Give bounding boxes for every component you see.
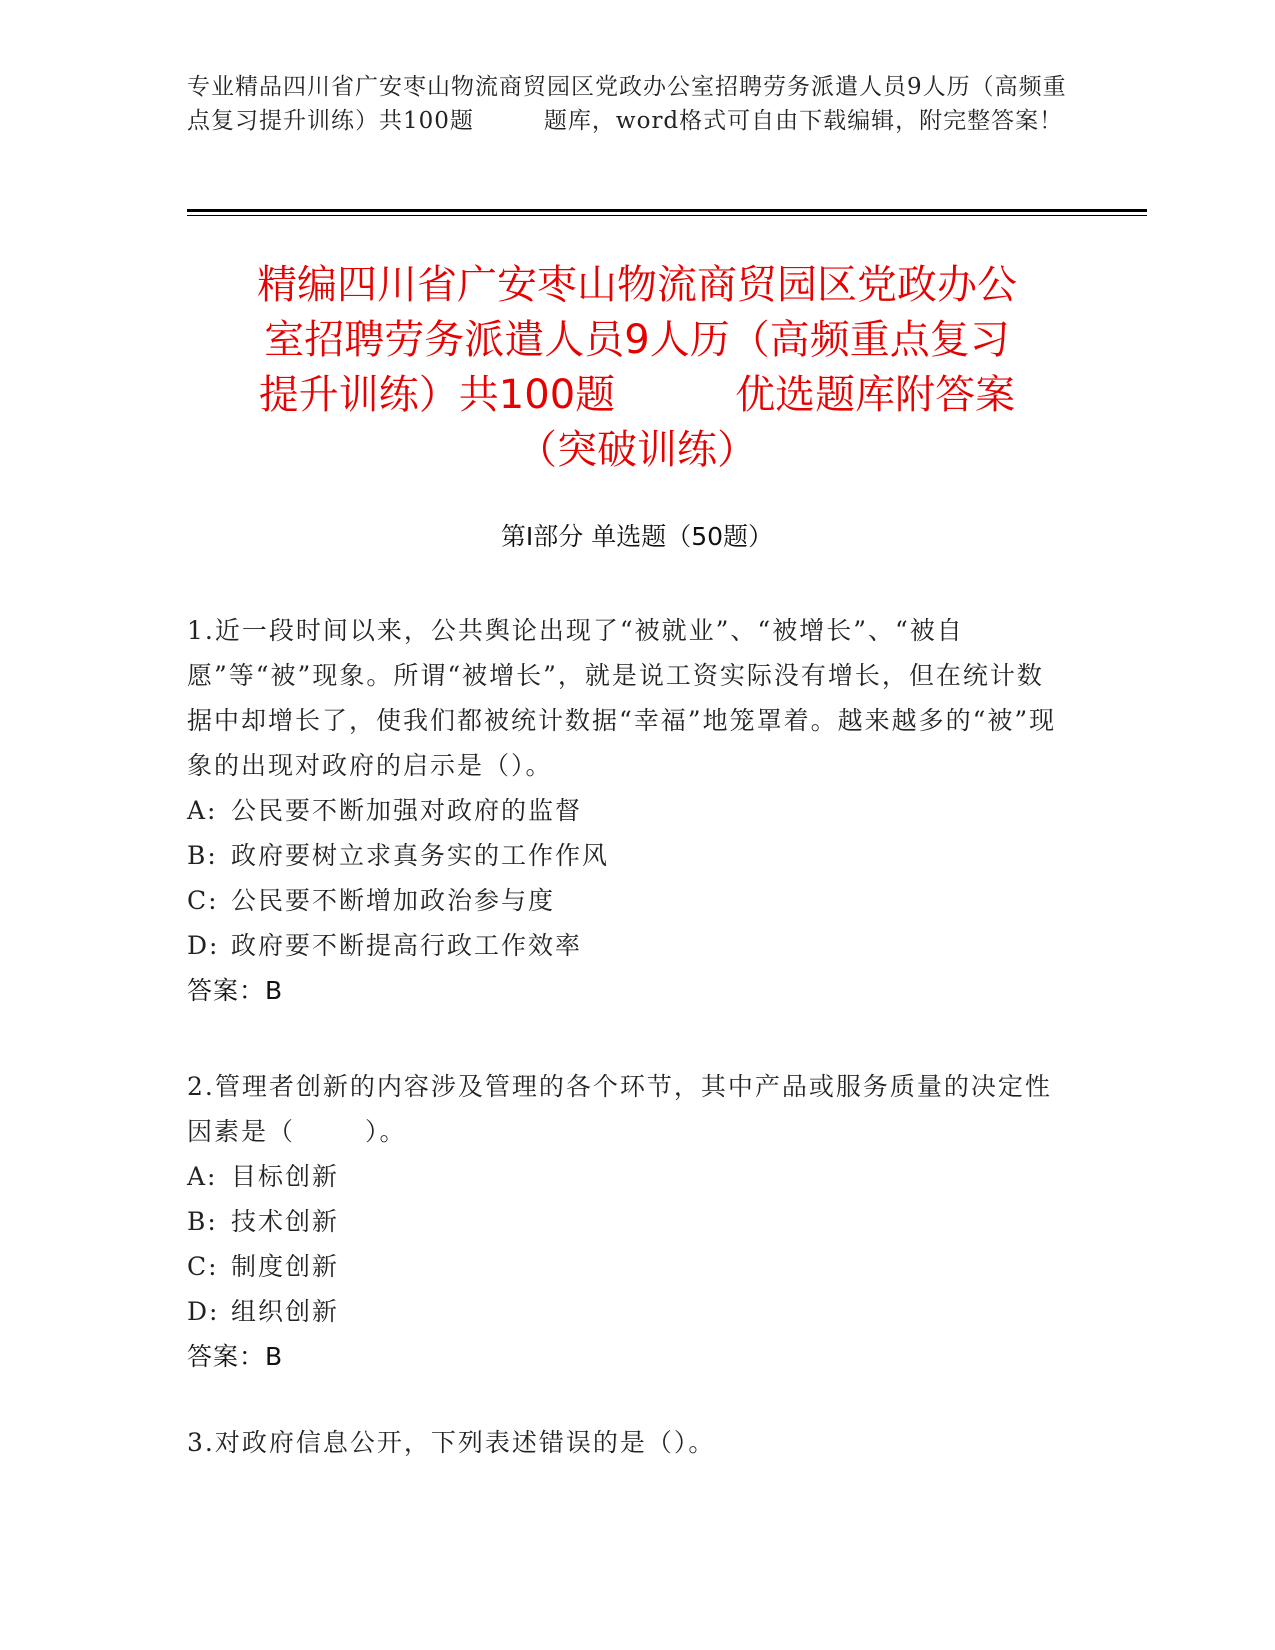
- question-stem: [187, 1064, 1067, 1154]
- title-line-3a: 提升训练）共100题: [258, 372, 616, 418]
- option-text: 政府要树立求真务实的工作作风: [231, 841, 610, 870]
- option-label: D:: [187, 1297, 220, 1326]
- option-c: [187, 1244, 1067, 1289]
- option-b: [187, 833, 1067, 878]
- option-d: [187, 1289, 1067, 1334]
- question-stem: 3.对政府信息公开，下列表述错误的是（）。: [187, 1428, 716, 1457]
- question-1: [187, 608, 1067, 1013]
- title-line-3b: 优选题库附答案: [735, 372, 1016, 418]
- question-stem-b: ）。: [365, 1117, 407, 1146]
- option-text: 政府要不断提高行政工作效率: [231, 931, 583, 960]
- section-title: 第I部分 单选题（50题）: [500, 522, 774, 551]
- option-text: 目标创新: [231, 1162, 340, 1191]
- question-stem: 1.近一段时间以来，公共舆论出现了“被就业”、“被增长”、“被自愿”等“被”现象。所谓“被增长”，就是说工资实际没有增长，但在统计数据中却增长了，使我们都被统计数据“幸福”地笼罩着。越来越多的“被”现象的出现对政府的启示是（）。: [187, 616, 1057, 780]
- header-rule-thick: [187, 209, 1147, 212]
- option-text: 制度创新: [231, 1252, 340, 1281]
- option-label: B:: [187, 1207, 218, 1236]
- option-label: C:: [187, 1252, 219, 1281]
- option-label: A:: [187, 1162, 218, 1191]
- question-2: [187, 1064, 1067, 1379]
- option-label: C:: [187, 886, 219, 915]
- option-d: [187, 923, 1067, 968]
- title-line-2: 室招聘劳务派遣人员9人历（高频重点复习: [264, 317, 1010, 363]
- option-text: 公民要不断增加政治参与度: [231, 886, 556, 915]
- document-title: [187, 258, 1087, 478]
- title-line-4: （突破训练）: [517, 427, 757, 473]
- option-text: 组织创新: [231, 1297, 340, 1326]
- question-3: [187, 1420, 1067, 1465]
- option-label: D:: [187, 931, 220, 960]
- option-text: 公民要不断加强对政府的监督: [231, 796, 583, 825]
- header-rule-thin: [187, 215, 1147, 216]
- answer-line: 答案：B: [187, 1342, 284, 1371]
- title-line-3: [187, 368, 1087, 423]
- option-b: [187, 1199, 1067, 1244]
- header-note-part1: 专业精品四川省广安枣山物流商贸园区党政办公室招聘劳务派遣人员9人历（高频重点复习提升训练）共100题: [187, 74, 1067, 134]
- answer-line: 答案：B: [187, 976, 284, 1005]
- question-stem-a: 2.管理者创新的内容涉及管理的各个环节，其中产品或服务质量的决定性因素是（: [187, 1072, 1052, 1146]
- header-note-part2: 题库，word格式可自由下载编辑，附完整答案！: [543, 108, 1064, 134]
- header-note: [187, 70, 1067, 138]
- option-a: [187, 1154, 1067, 1199]
- option-a: [187, 788, 1067, 833]
- option-label: B:: [187, 841, 218, 870]
- title-line-1: 精编四川省广安枣山物流商贸园区党政办公: [257, 262, 1017, 308]
- option-label: A:: [187, 796, 218, 825]
- option-c: [187, 878, 1067, 923]
- option-text: 技术创新: [231, 1207, 340, 1236]
